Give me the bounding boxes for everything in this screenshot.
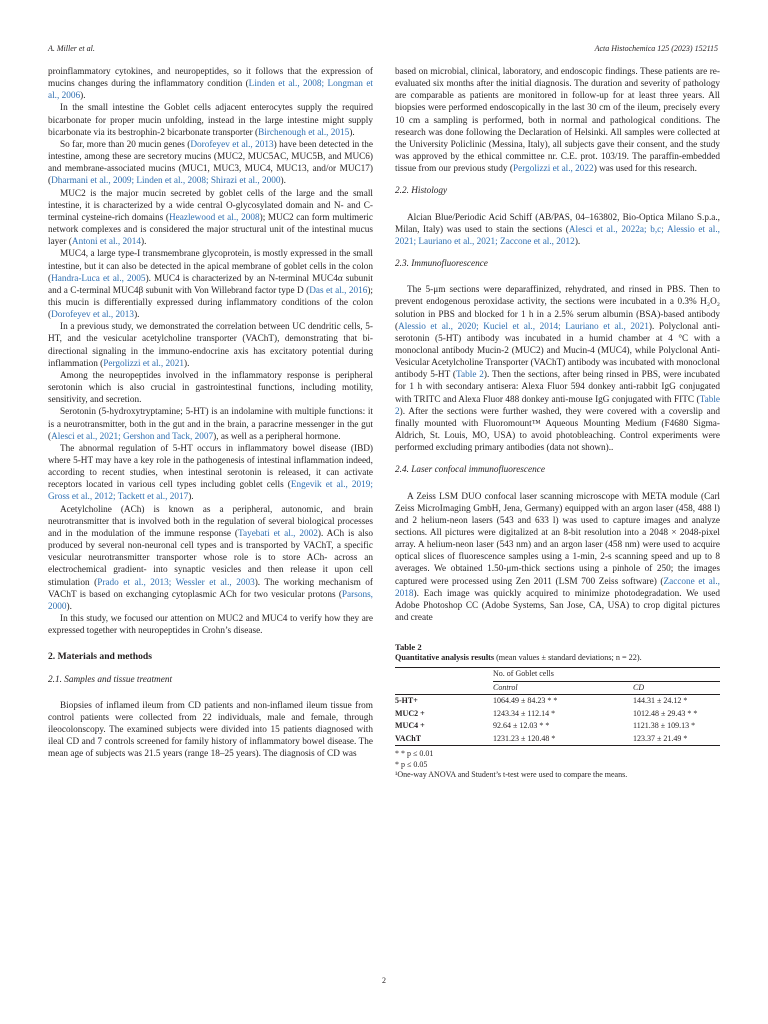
text-run: Serotonin (5-hydroxytryptamine; 5-HT) is an indolamine with multiple functions: it is a neurotransmitter, both in the gut and in the brain, a paracrine messenger in the gut ( bbox=[48, 407, 373, 442]
text-run: In a previous study, we demonstrated the correlation between UC dendritic cells, 5-HT, and the vesicular acetylcholine transporter (VAChT), demonstrating that bi-directional signaling in the immuno-endocrine axis has excitatory potential during inflammation ( bbox=[48, 322, 373, 369]
text-run: The abnormal regulation of 5-HT occurs in inflammatory bowel disease (IBD) where 5-HT may have a key role in the pathogenesis of intestinal inflammation indeed, according to recent studies, when intestinal serotonin is released, it can activate receptors located in various cell types including goblet cells ( bbox=[48, 443, 373, 491]
cell-cd: 1121.38 ± 109.13 * bbox=[633, 721, 696, 731]
text-run: ). Polyclonal anti-serotonin (5-HT) antibody was incubated in a humid chamber at 4 °C with a monoclonal antibody Mucin-2 (MUC2) and Mucin-4 (MUC4), while Polyclonal Anti-Vesicular Acetylcholine Transporter (VAChT) antibody was incubated with monoclonal antibody 5-HT ( bbox=[395, 321, 720, 381]
cell-control: 92.64 ± 12.03 * * bbox=[493, 721, 550, 731]
text-run: A Zeiss LSM DUO confocal laser scanning microscope with META module (Carl Zeiss MicroImaging GmbH, Jena, Germany) equipped with an argon laser (458, 488 l) and 2 helium-neon lasers (543 and 633 l) was used to capture images and analyze sections. All pictures were digitalized at an 8-bit resolution into a 2048 × 2048-pixel array. A helium-neon laser (543 nm) and an argon laser (458 nm) were used to acquire optical slices of fluorescence samples using a 1-min, 2-s scanning speed and up to 8 averages. We obtained 1.50-μm-thick sections using a pinhole of 250; the images captured were processed using Zen 2011 (LSM 700 Zeiss software) ( bbox=[395, 491, 720, 587]
text-run: ) was used for this research. bbox=[593, 164, 697, 175]
section-heading: 2. Materials and methods bbox=[48, 651, 152, 663]
citation-link[interactable]: Alessio et al., 2020; Kuciel et al., 2014; Lauriano et al., 2021 bbox=[398, 321, 649, 332]
paragraph bbox=[395, 491, 720, 625]
citation-link[interactable]: Dorofeyev et al., 2013 bbox=[51, 310, 135, 321]
paragraph bbox=[48, 406, 373, 442]
subsection-heading: 2.3. Immunofluorescence bbox=[395, 259, 488, 270]
text-run: ). Then the sections, after being rinsed in PBS, were incubated for 1 h with secondary antisera: Alexa Fluor 594 donkey anti-rabbit IgG conjugated with TRITC and Alexa Fluor 488 donkey anti-mouse IgG conjugated with FITC ( bbox=[395, 370, 720, 405]
footnote: * p ≤ 0.05 bbox=[395, 759, 428, 769]
paragraph bbox=[48, 248, 373, 321]
citation-link[interactable]: Pergolizzi et al., 2021 bbox=[103, 358, 184, 369]
cell-control: 1064.49 ± 84.23 * * bbox=[493, 696, 558, 706]
right-column bbox=[395, 66, 720, 780]
table-row bbox=[395, 720, 720, 733]
citation-link[interactable]: Dharmani et al., 2009; Linden et al., 2008; Shirazi et al., 2000 bbox=[51, 176, 281, 187]
citation-link[interactable]: Antoni et al., 2014 bbox=[71, 237, 141, 248]
text-run: ). bbox=[349, 127, 355, 138]
text-run: ). bbox=[188, 492, 194, 503]
page-number: 2 bbox=[382, 976, 386, 985]
text-run: MUC2 is the major mucin secreted by goblet cells of the large and the small intestine, it is characterized by a wide central O-glycosylated domain and N- and C-terminal cysteine-rich domains ( bbox=[48, 188, 373, 223]
left-column bbox=[48, 66, 373, 760]
row-label: MUC4 + bbox=[395, 721, 425, 731]
text-run: ). bbox=[80, 91, 86, 102]
citation-link[interactable]: Tayebati et al., 2002 bbox=[237, 528, 318, 539]
text-run: ). Each image was quickly acquired to minimize photodegradation. We used Adobe Photoshop CC (Adobe Systems, San Jose, CA, USA) to crop digital pictures and create bbox=[395, 588, 720, 624]
citation-link[interactable]: Dorofeyev et al., 2013 bbox=[190, 139, 274, 150]
citation-link[interactable]: Table 2 bbox=[456, 370, 484, 381]
citation-link[interactable]: Zaccone et al., 2018 bbox=[395, 576, 720, 599]
text-run: ). MUC4 is characterized by an N-terminal MUC4α subunit and a C-terminal MUC4β subunit with Von Willebrand factor type D ( bbox=[48, 273, 373, 296]
text-run: ) have been detected in the intestine, among these are secretory mucins (MUC2, MUC5AC, MUC5B, and MUC6) and membrane-associated mucins (MUC1, MUC3, MUC4, MUC13, and/or MUC17) ( bbox=[48, 139, 374, 187]
text-run: ). bbox=[134, 310, 140, 321]
results-table bbox=[395, 667, 720, 746]
citation-link[interactable]: Alesci et al., 2022a; b,c; Alessio et al., 2021; Lauriano et al., 2021; Zaccone et al., 2012 bbox=[395, 224, 720, 247]
table-caption-bold: Quantitative analysis results bbox=[395, 652, 495, 662]
row-label: MUC2 + bbox=[395, 708, 425, 718]
text-run: based on microbial, clinical, laboratory, and endoscopic findings. These patients are re-evaluated six months after the initial diagnosis. The duration and severity of pathology are comparable as patients are monitored in follow-up for at least three years. All biopsies were performed endoscopically in the last 30 cm of the ileum, precisely every 10 cm a sampling is performed, both in normal and pathological conditions. The research was done following the Declaration of Helsinki. All samples were collected at the University Policlinic (Messina, Italy), all subjects gave their consent, and the study was approved by the ethical committee nr. C.E. prot. 103/19. The paraffin-embedded tissue from our previous study ( bbox=[395, 67, 720, 175]
text-run: proinflammatory cytokines, and neuropeptides, so it follows that the expression of mucins changes during the inflammatory condition ( bbox=[48, 67, 373, 90]
citation-link[interactable]: Linden et al., 2008; Longman et al., 2006 bbox=[48, 79, 373, 102]
paragraph bbox=[48, 504, 373, 613]
citation-link[interactable]: Birchenough et al., 2015 bbox=[258, 127, 350, 138]
cell-control: 1243.34 ± 112.14 * bbox=[493, 708, 556, 718]
text-run: ). The working mechanism of VAChT is based on exchanging cytoplasmic ACh for two vesicular protons ( bbox=[48, 577, 373, 600]
footnote: * * p ≤ 0.01 bbox=[395, 749, 434, 759]
text-run: The 5-μm sections were deparaffinized, rehydrated, and rinsed in PBS. Then to prevent endogenous peroxidase activity, the sections were incubated in a 0.3% H₂O₂ solution in PBS and blocked for 1 h in a 2.5% serum albumin (BSA)-based antibody ( bbox=[395, 285, 720, 332]
table-row bbox=[395, 708, 720, 721]
text-run: In this study, we focused our attention on MUC2 and MUC4 to verify how they are expressed together with neuropeptides in Crohn’s disease. bbox=[48, 614, 373, 637]
citation-link[interactable]: Parsons, 2000 bbox=[48, 589, 373, 612]
running-head-journal: Acta Histochemica 125 (2023) 152115 bbox=[594, 44, 718, 53]
running-head-authors: A. Miller et al. bbox=[48, 44, 95, 53]
text-run: ); MUC2 can form multimeric network complexes and is considered the major structural unit of the intestinal mucus layer ( bbox=[48, 212, 373, 248]
text-run: MUC4, a large type-I transmembrane glycoprotein, is mostly expressed in the small intestine, but it can also be detected in the apical membrane of goblet cells in the colon ( bbox=[48, 249, 373, 284]
text-run: ). bbox=[280, 176, 286, 187]
text-run: ). After the sections were further washed, they were covered with a coverslip and finally mounted with Fluoromount™ Aqueous Mounting Medium (F4680 Sigma-Aldrich, St. Louis, MO, USA) to avoid photobleaching. Control experiments were performed excluding primary antibodies (data not shown).. bbox=[395, 406, 720, 454]
row-label: 5-HT+ bbox=[395, 696, 418, 706]
paragraph bbox=[48, 700, 373, 761]
paragraph bbox=[48, 321, 373, 370]
table-2 bbox=[395, 642, 720, 780]
cell-cd: 144.31 ± 24.12 * bbox=[633, 696, 688, 706]
table-row bbox=[395, 733, 720, 746]
table-label: Table 2 bbox=[395, 642, 422, 653]
column-header-cd: CD bbox=[633, 682, 645, 692]
group-header: No. of Goblet cells bbox=[493, 668, 720, 682]
text-run: Biopsies of inflamed ileum from CD patients and non-inflamed ileum tissue from control patients were collected from 22 individuals, male and female, through ileocolonscopy. The examined subjects were divided into 15 patients diagnosed with ileal CD and 7 controls screened for family history of inflammatory bowel disease. The mean age of subjects was 21.5 years (range 18–25 years). The diagnosis of CD was bbox=[48, 700, 373, 760]
text-run: ). ACh is also produced by several non-neuronal cell types and is transported by VAChT, a specific vesicular neurotransmitter transporter whose role is to store ACh- across an electrochemical gradient- into synaptic vesicles and then release it upon cell stimulation ( bbox=[48, 528, 373, 588]
text-run: ). bbox=[141, 237, 147, 248]
citation-link[interactable]: Heazlewood et al., 2008 bbox=[168, 212, 260, 223]
text-run: So far, more than 20 mucin genes ( bbox=[60, 139, 191, 150]
table-caption-rest: (mean values ± standard deviations; n = 22). bbox=[494, 652, 642, 662]
subsection-heading: 2.1. Samples and tissue treatment bbox=[48, 674, 173, 685]
text-run: Acetylcholine (ACh) is known as a peripheral, autonomic, and brain neurotransmitter that is involved both in the regulation of several biological processes and in the modulation of the immune response ( bbox=[48, 504, 373, 539]
citation-link[interactable]: Engevik et al., 2019; Gross et al., 2012; Tackett et al., 2017 bbox=[48, 480, 373, 503]
citation-link[interactable]: Pergolizzi et al., 2022 bbox=[512, 164, 594, 175]
citation-link[interactable]: Alesci et al., 2021; Gershon and Tack, 2007 bbox=[51, 431, 214, 442]
paragraph bbox=[48, 370, 373, 406]
row-label: VAChT bbox=[395, 733, 422, 743]
text-run: Among the neuropeptides involved in the inflammatory response is peripheral serotonin which is also crucial in gastrointestinal functions, including motility, sensitivity, and secretion. bbox=[48, 370, 373, 406]
paragraph bbox=[48, 443, 373, 504]
column-header-control: Control bbox=[493, 682, 518, 692]
paragraph bbox=[48, 613, 373, 637]
paragraph bbox=[48, 102, 373, 138]
paragraph bbox=[48, 66, 373, 102]
citation-link[interactable]: Prado et al., 2013; Wessler et al., 2003 bbox=[97, 577, 255, 588]
citation-link[interactable]: Handra-Luca et al., 2005 bbox=[51, 273, 146, 284]
citation-link[interactable]: Table 2 bbox=[395, 394, 720, 417]
text-run: ). bbox=[183, 358, 190, 369]
footnote: ¹One-way ANOVA and Student’s t-test were used to compare the means. bbox=[395, 770, 628, 780]
paragraph bbox=[395, 66, 720, 175]
table-caption bbox=[395, 653, 720, 664]
paragraph bbox=[395, 284, 720, 454]
cell-control: 1231.23 ± 120.48 * bbox=[493, 733, 556, 743]
paragraph bbox=[48, 139, 373, 188]
subsection-heading: 2.4. Laser confocal immunofluorescence bbox=[395, 465, 545, 476]
paragraph bbox=[395, 212, 720, 248]
text-run: ), as well as a peripheral hormone. bbox=[213, 431, 341, 442]
table-footnotes bbox=[395, 749, 720, 780]
text-run: ); this mucin is differentially expressed during inflammatory conditions of the colon ( bbox=[48, 285, 373, 321]
paragraph bbox=[48, 188, 373, 249]
text-run: ). bbox=[574, 236, 581, 247]
cell-cd: 123.37 ± 21.49 * bbox=[633, 733, 688, 743]
table-row bbox=[395, 695, 720, 708]
cell-cd: 1012.48 ± 29.43 * * bbox=[633, 708, 698, 718]
citation-link[interactable]: Das et al., 2016 bbox=[309, 285, 368, 296]
text-run: ). bbox=[66, 601, 72, 612]
subsection-heading: 2.2. Histology bbox=[395, 186, 448, 197]
text-run: In the small intestine the Goblet cells adjacent enterocytes supply the required bicarbonate for proper mucin unfolding, instead in the large intestine might supply bicarbonate via its bestrophin-2 bicarbonate transporter ( bbox=[48, 103, 373, 138]
text-run: Alcian Blue/Periodic Acid Schiff (AB/PAS, 04–163802, Bio-Optica Milano S.p.a., Milan, Italy) was used to stain the sections ( bbox=[395, 212, 720, 235]
